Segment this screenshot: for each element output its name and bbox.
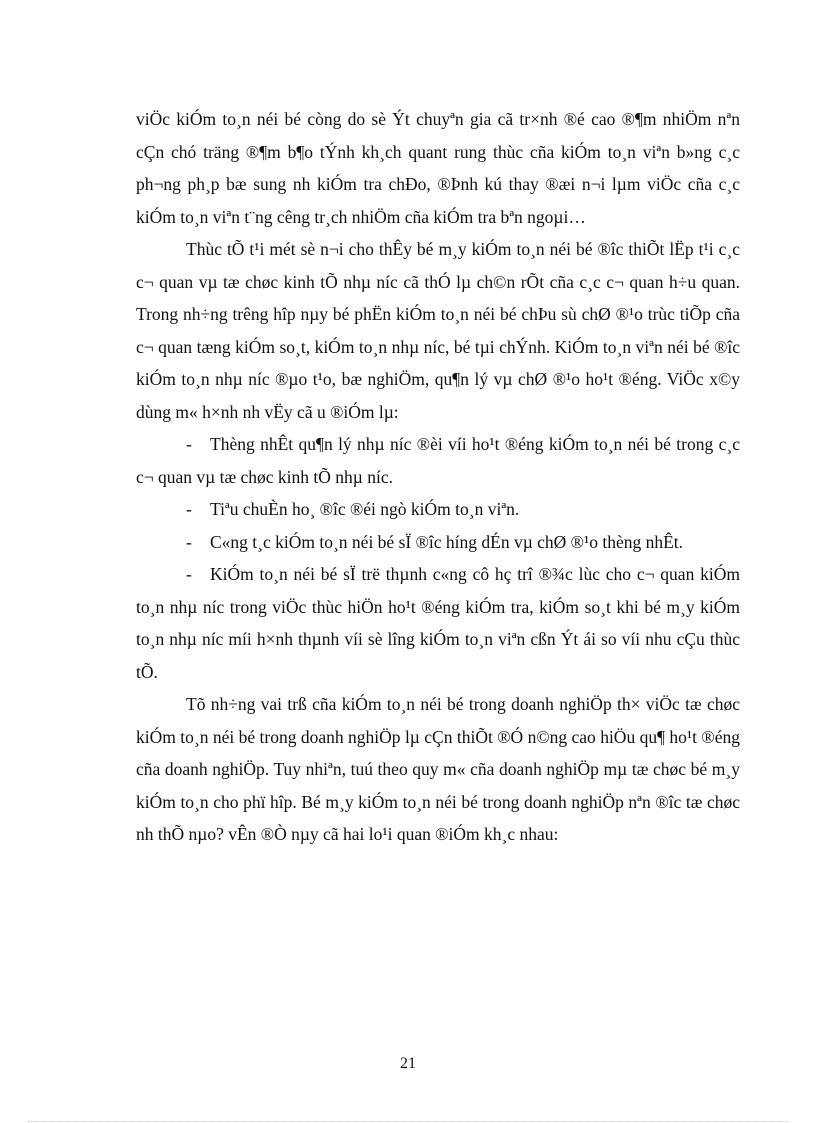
closing-paragraph: Tõ nh÷ng vai trß cña kiÓm to¸n néi bé trong doanh nghiÖp th× viÖc tæ chøc kiÓm to¸n néi bé trong doanh nghiÖp lµ cÇn thiÕt ®Ó n©ng cao hiÖu qu¶ ho¹t ®éng cña doanh nghiÖp. Tuy nhiªn, tuú theo quy m« cña doanh nghiÖp mµ tæ chøc bé m¸y kiÓm to¸n cho phï hîp. Bé m¸y kiÓm to¸n néi bé trong doanh nghiÖp nªn ®îc tæ chøc nh thÕ nµo? vÊn ®Ò nµy cã hai lo¹i quan ®iÓm kh¸c nhau: — [136, 694, 740, 844]
bullet-item-1 — [136, 428, 740, 493]
bullet-item-4 — [136, 558, 740, 688]
bullet-marker: - — [186, 564, 192, 584]
bullet-text: Thèng nhÊt qu¶n lý nhµ níc ®èi víi ho¹t ®éng kiÓm to¸n néi bé trong c¸c c¬ quan vµ tæ chøc kinh tÕ nhµ níc. — [136, 434, 740, 487]
bullet-marker: - — [186, 434, 192, 454]
bullet-marker: - — [186, 531, 192, 552]
bullet-item-3 — [136, 526, 740, 559]
bullet-text: KiÓm to¸n néi bé sÏ trë thµnh c«ng cô hç trî ®¾c lùc cho c¬ quan kiÓm to¸n nhµ níc trong viÖc thùc hiÖn ho¹t ®éng kiÓm tra, kiÓm so¸t khi bé m¸y kiÓm to¸n nhµ níc míi h×nh thµnh víi sè lîng kiÓm to¸n viªn cßn Ýt ái so víi nhu cÇu thùc tÕ. — [136, 564, 740, 682]
bullet-item-2 — [136, 493, 740, 526]
paragraph-2: Thùc tÕ t¹i mét sè n¬i cho thÊy bé m¸y kiÓm to¸n néi bé ®îc thiÕt lËp t¹i c¸c c¬ quan vµ tæ chøc kinh tÕ nhµ níc cã thÓ lµ ch©n rÕt cña c¸c c¬ quan h÷u quan. Trong nh÷ng trêng hîp nµy bé phËn kiÓm to¸n néi bé chÞu sù chØ ®¹o trùc tiÕp cña c¬ quan tæng kiÓm so¸t, kiÓm to¸n nhµ níc, bé tµi chÝnh. KiÓm to¸n viªn néi bé ®îc kiÓm to¸n nhµ níc ®µo t¹o, bæ nghiÖm, qu¶n lý vµ chØ ®¹o ho¹t ®éng. ViÖc x©y dùng m« h×nh nh vËy cã u ®iÓm lµ: — [136, 239, 740, 422]
bullet-text: Tiªu chuÈn ho¸ ®îc ®éi ngò kiÓm to¸n viªn. — [210, 499, 520, 519]
paragraph-1: viÖc kiÓm to¸n néi bé còng do sè Ýt chuyªn gia cã tr×nh ®é cao ®¶m nhiÖm nªn cÇn chó träng ®¶m b¶o tÝnh kh¸ch quant rung thùc cña kiÓm to¸n viªn b»ng c¸c ph¬ng ph¸p bæ sung nh kiÓm tra chÐo, ®Þnh kú thay ®æi n¬i lµm viÖc cña c¸c kiÓm to¸n viªn t¨ng cêng tr¸ch nhiÖm cña kiÓm tra bªn ngoµi… — [136, 109, 740, 227]
page-number: 21 — [400, 1055, 416, 1072]
bullet-text: C«ng t¸c kiÓm to¸n néi bé sÏ ®îc híng dÉn vµ chØ ®¹o thèng nhÊt. — [210, 531, 684, 552]
body-text — [136, 103, 740, 851]
bullet-marker: - — [186, 499, 192, 519]
page-bottom-divider — [28, 1121, 788, 1122]
